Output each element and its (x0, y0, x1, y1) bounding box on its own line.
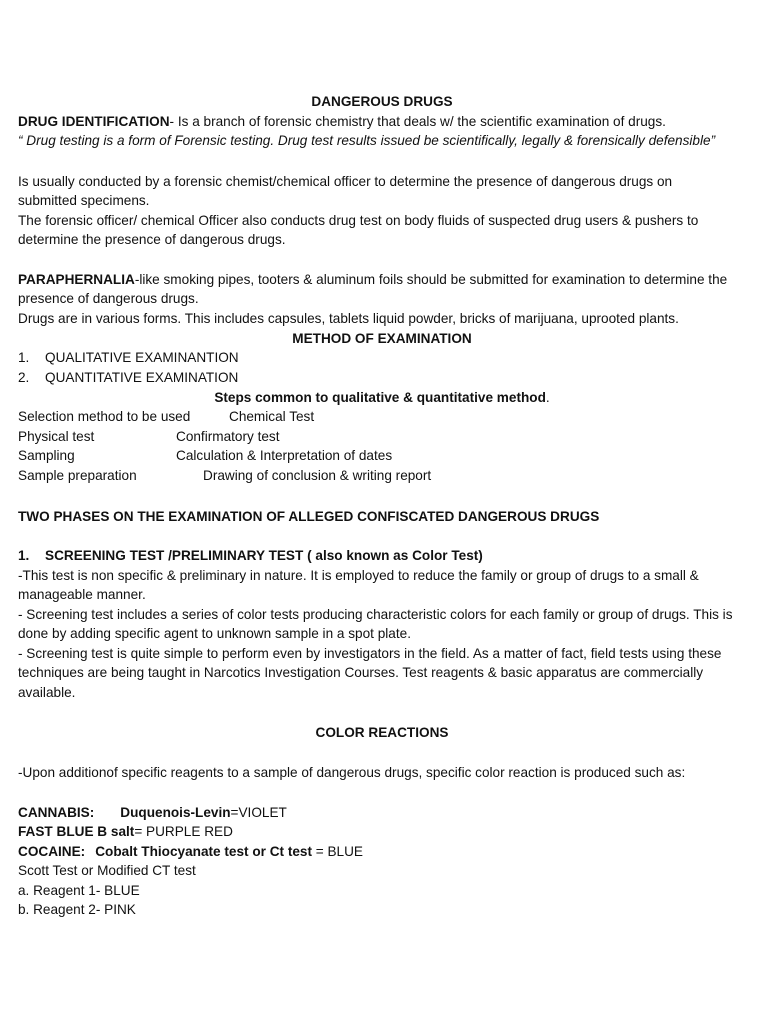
intro-line-2: submitted specimens. (18, 193, 150, 208)
intro-line-4: determine the presence of dangerous drugs. (18, 232, 286, 247)
steps-row-right: Confirmatory test (176, 429, 280, 444)
fast-blue-reaction: FAST BLUE B salt= PURPLE RED (18, 824, 233, 839)
screening-paragraph-3: techniques are being taught in Narcotics Investigation Courses. Test reagents & basic apparatus are commercially (18, 665, 704, 680)
intro-line-3: The forensic officer/ chemical Officer also conducts drug test on body fluids of suspected drug users & pushers to (18, 213, 699, 228)
drug-forms-line: Drugs are in various forms. This includes capsules, tablets liquid powder, bricks of marijuana, uprooted plants. (18, 311, 679, 326)
steps-row-left: Physical test (18, 429, 95, 444)
screening-paragraph-1: manageable manner. (18, 587, 146, 602)
screening-paragraph-2: - Screening test includes a series of color tests producing characteristic colors for each family or group of drugs. This is (18, 607, 733, 622)
color-reactions-intro: -Upon additionof specific reagents to a sample of dangerous drugs, specific color reaction is produced such as: (18, 765, 686, 780)
method-heading: METHOD OF EXAMINATION (292, 331, 472, 346)
steps-row-left: Sampling (18, 448, 75, 463)
steps-row-right: Chemical Test (229, 409, 315, 424)
page-title: DANGEROUS DRUGS (311, 94, 453, 109)
color-reactions-heading: COLOR REACTIONS (315, 725, 449, 740)
cannabis-reaction: CANNABIS: Duquenois-Levin=VIOLET (18, 805, 287, 820)
steps-heading: Steps common to qualitative & quantitative method. (214, 390, 550, 405)
screening-paragraph-1: -This test is non specific & preliminary in nature. It is employed to reduce the family or group of drugs to a small & (18, 568, 699, 583)
screening-paragraph-3: available. (18, 685, 76, 700)
intro-line-1: Is usually conducted by a forensic chemist/chemical officer to determine the presence of dangerous drugs on (18, 174, 673, 189)
steps-row-right: Calculation & Interpretation of dates (176, 448, 393, 463)
paraphernalia-line-1: PARAPHERNALIA-like smoking pipes, tooters & aluminum foils should be submitted for examination to determine the (18, 272, 728, 287)
reagent-2: b. Reagent 2- PINK (18, 902, 136, 917)
phases-heading: TWO PHASES ON THE EXAMINATION OF ALLEGED CONFISCATED DANGEROUS DRUGS (18, 509, 600, 524)
drug-testing-quote: “ Drug testing is a form of Forensic testing. Drug test results issued be scientifically, legally & forensically defensible” (18, 133, 716, 148)
method-item: 2. QUANTITATIVE EXAMINATION (18, 370, 239, 385)
screening-paragraph-3: - Screening test is quite simple to perform even by investigators in the field. As a matter of fact, field tests using these (18, 646, 722, 661)
method-item: 1. QUALITATIVE EXAMINANTION (18, 350, 239, 365)
steps-row-left: Selection method to be used (18, 409, 191, 424)
paraphernalia-line-2: presence of dangerous drugs. (18, 291, 199, 306)
screening-paragraph-2: done by adding specific agent to unknown sample in a spot plate. (18, 626, 411, 641)
cocaine-reaction: COCAINE: Cobalt Thiocyanate test or Ct test = BLUE (18, 844, 364, 859)
scott-test: Scott Test or Modified CT test (18, 863, 196, 878)
screening-heading: 1. SCREENING TEST /PRELIMINARY TEST ( also known as Color Test) (18, 548, 483, 563)
steps-row-left: Sample preparation (18, 468, 137, 483)
reagent-1: a. Reagent 1- BLUE (18, 883, 140, 898)
steps-row-right: Drawing of conclusion & writing report (203, 468, 432, 483)
drug-identification-definition: DRUG IDENTIFICATION- Is a branch of forensic chemistry that deals w/ the scientific examination of drugs. (18, 114, 666, 129)
